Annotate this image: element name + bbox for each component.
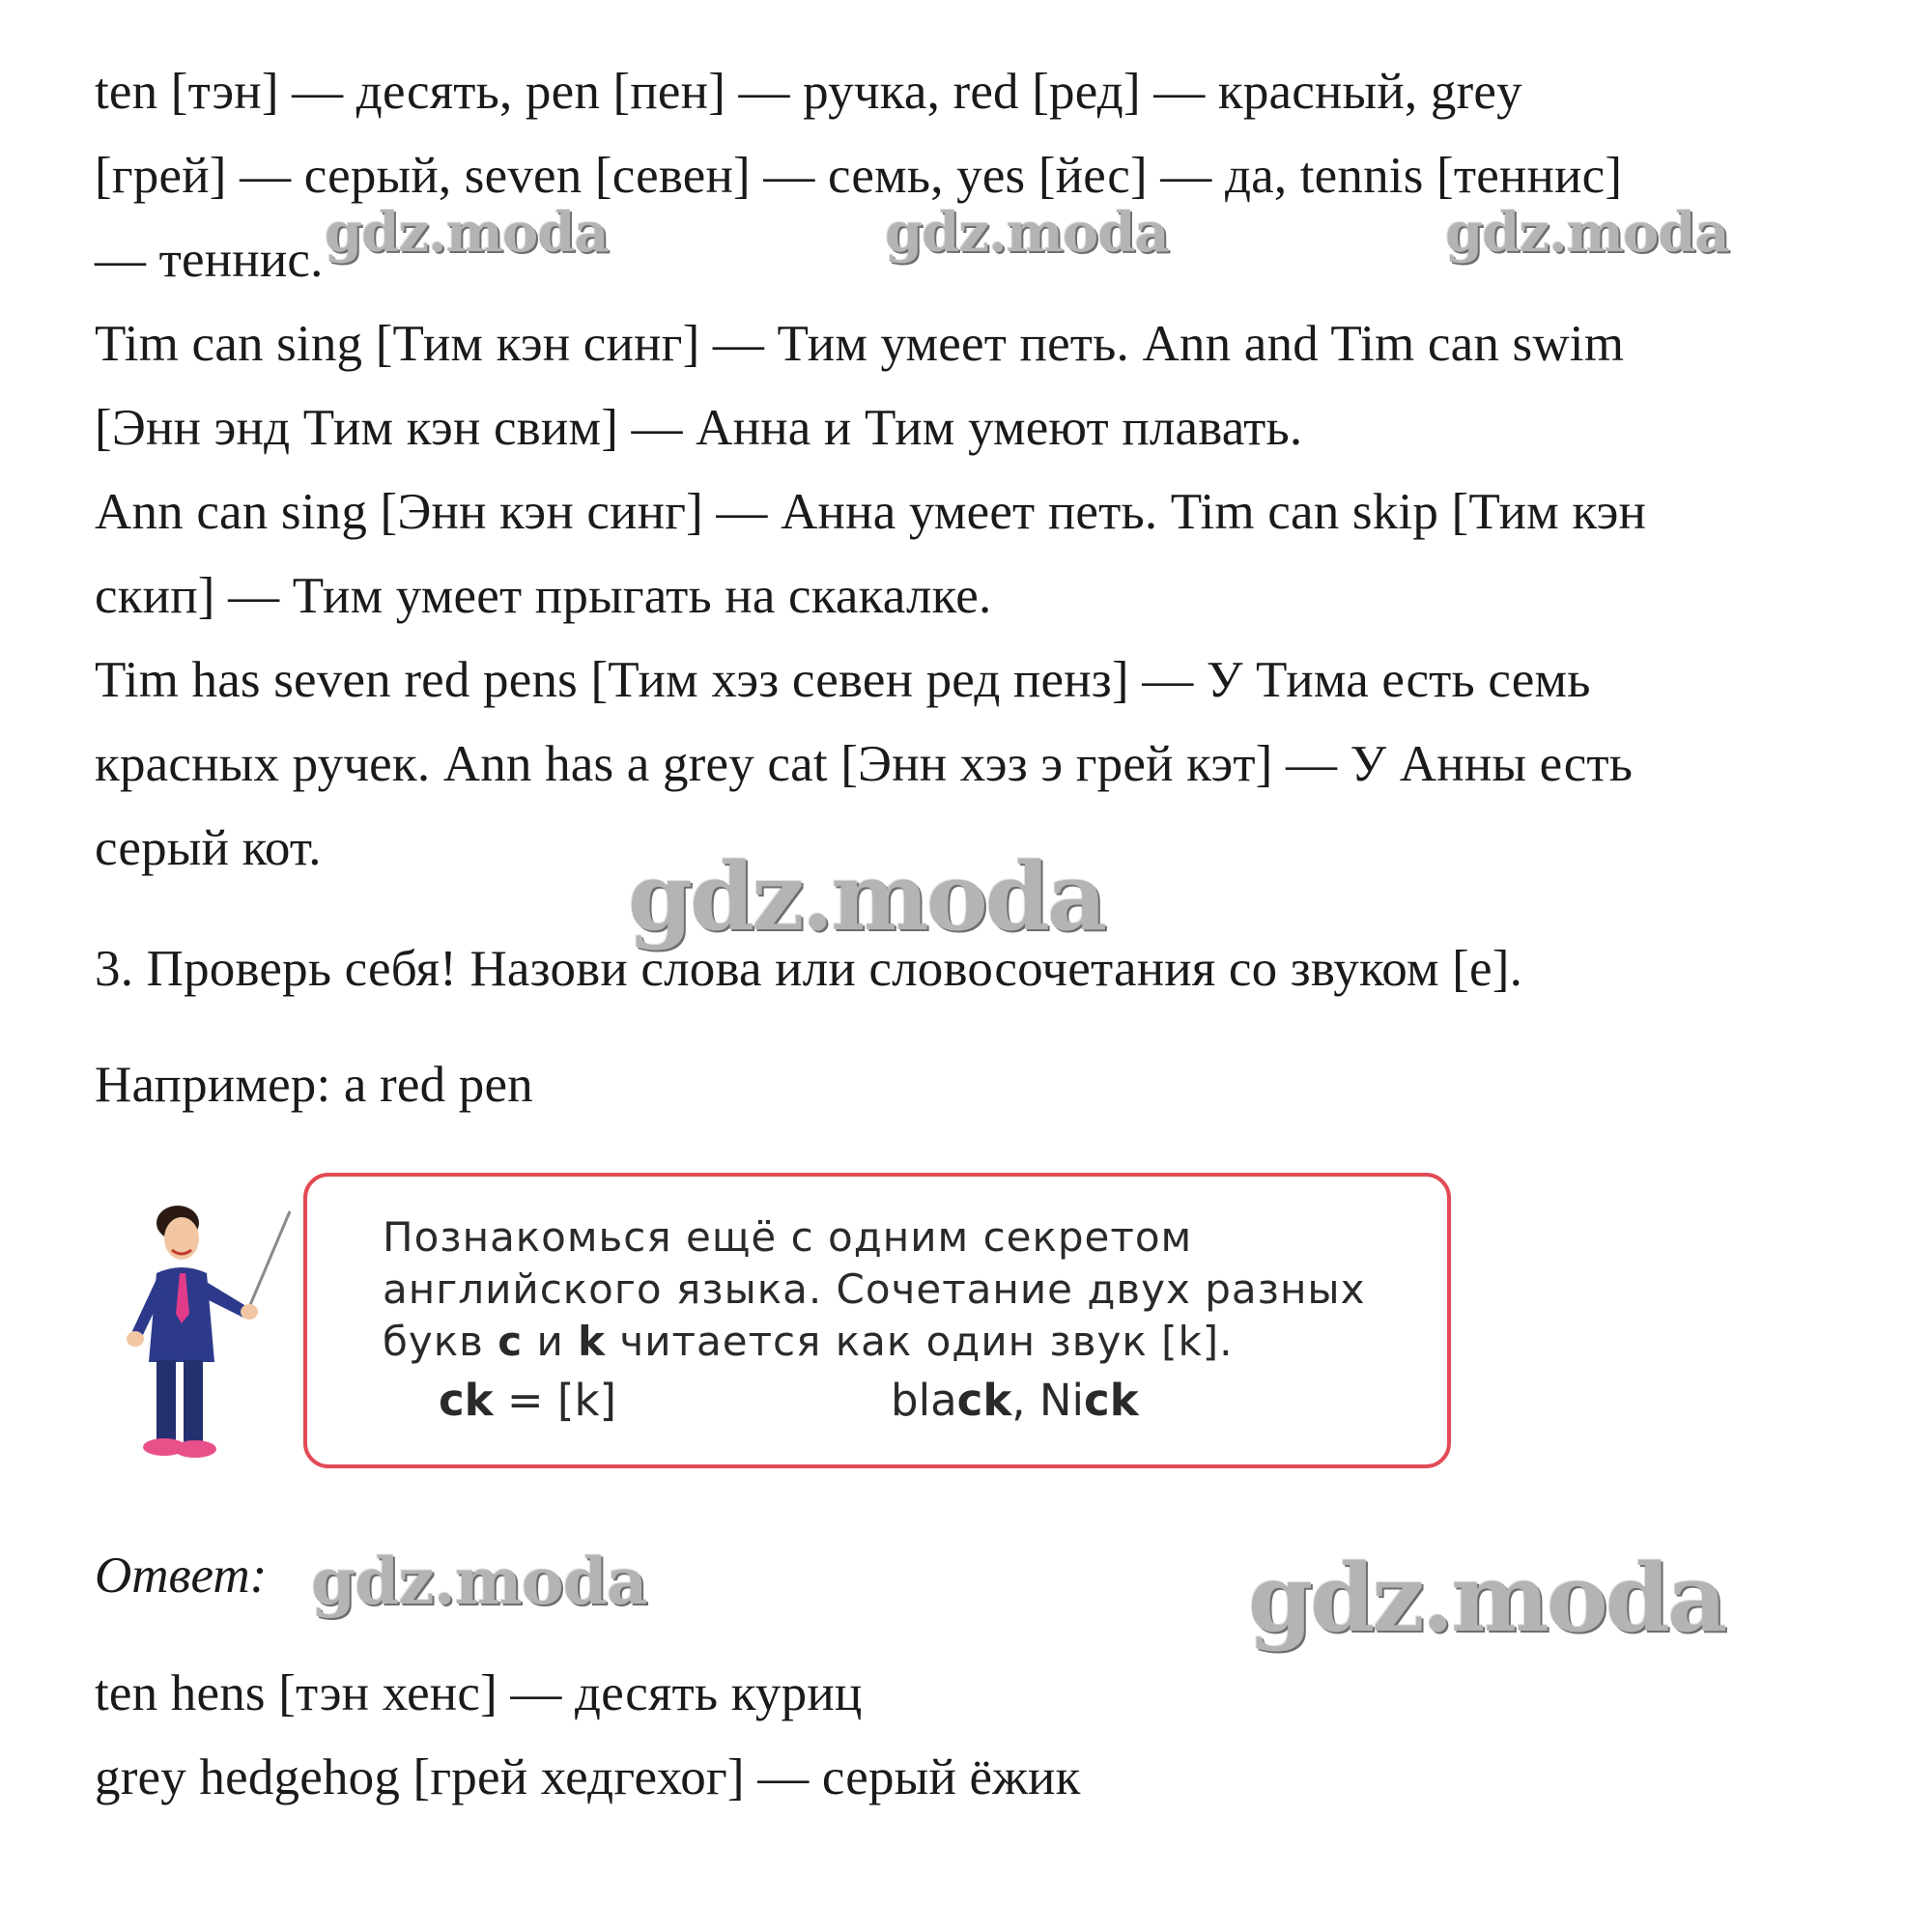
paragraph-2 (95, 302, 1834, 470)
example-ck: ck (1084, 1375, 1139, 1426)
rule-examples (891, 1375, 1139, 1426)
rule-formula (439, 1375, 616, 1426)
rule-line-3 (383, 1316, 1234, 1368)
answer-line: ten hens [тэн хенс] — десять куриц (95, 1665, 863, 1721)
rule-text: букв (383, 1318, 498, 1365)
letter-c: c (498, 1318, 524, 1365)
answer-line: grey hedgehog [грей хедгехог] — серый ёжик (95, 1749, 1081, 1805)
rule-line-1: Познакомься ещё с одним секретом (383, 1213, 1193, 1261)
example-ck: ck (956, 1375, 1012, 1426)
paragraph-line: — теннис. (95, 232, 324, 288)
exercise-example: Например: a red pen (95, 1057, 533, 1113)
paragraph-line: красных ручек. Ann has a grey cat [Энн хэз э грей кэт] — У Анны есть (95, 736, 1634, 792)
letter-k: k (578, 1318, 607, 1365)
paragraph-line: Tim has seven red pens [Тим хэз севен ред пенз] — У Тима есть семь (95, 652, 1591, 708)
paragraph-line: Tim can sing [Тим кэн синг] — Тим умеет петь. Ann and Tim can swim (95, 316, 1625, 372)
rule-text: читается как один звук [k]. (606, 1318, 1234, 1365)
paragraph-line: ten [тэн] — десять, pen [пен] — ручка, red [ред] — красный, grey (95, 64, 1522, 120)
paragraph-line: [Энн энд Тим кэн свим] — Анна и Тим умеют плавать. (95, 400, 1303, 456)
paragraph-line: скип] — Тим умеет прыгать на скакалке. (95, 568, 992, 624)
formula-ck: ck (439, 1375, 494, 1426)
watermark: gdz.moda (1248, 1544, 1725, 1653)
watermark: gdz.moda (311, 1544, 647, 1619)
answer-label: Ответ: (95, 1548, 268, 1604)
rule-line-2: английского языка. Сочетание двух разных (383, 1265, 1366, 1313)
exercise-task: 3. Проверь себя! Назови слова или словосочетания со звуком [e]. (95, 941, 1523, 997)
formula-sound: = [k] (493, 1375, 617, 1426)
paragraph-line: Ann can sing [Энн кэн синг] — Анна умеет петь. Tim can skip [Тим кэн (95, 484, 1647, 540)
watermark: gdz.moda (325, 201, 609, 265)
pointer-stick-icon (247, 1211, 290, 1312)
paragraph-3 (95, 470, 1834, 639)
watermark: gdz.moda (885, 201, 1169, 265)
watermark: gdz.moda (628, 842, 1105, 952)
rule-text: и (523, 1318, 579, 1365)
paragraph-line: [грей] — серый, seven [севен] — семь, yes [йес] — да, tennis [теннис] (95, 148, 1623, 204)
paragraph-line: серый кот. (95, 820, 322, 876)
rule-box (303, 1173, 1451, 1468)
teacher-illustration (114, 1198, 298, 1468)
answer-lines (95, 1652, 1834, 1820)
example-separator: , Ni (1011, 1375, 1085, 1426)
watermark: gdz.moda (1445, 201, 1729, 265)
example-word-start: bla (891, 1375, 957, 1426)
